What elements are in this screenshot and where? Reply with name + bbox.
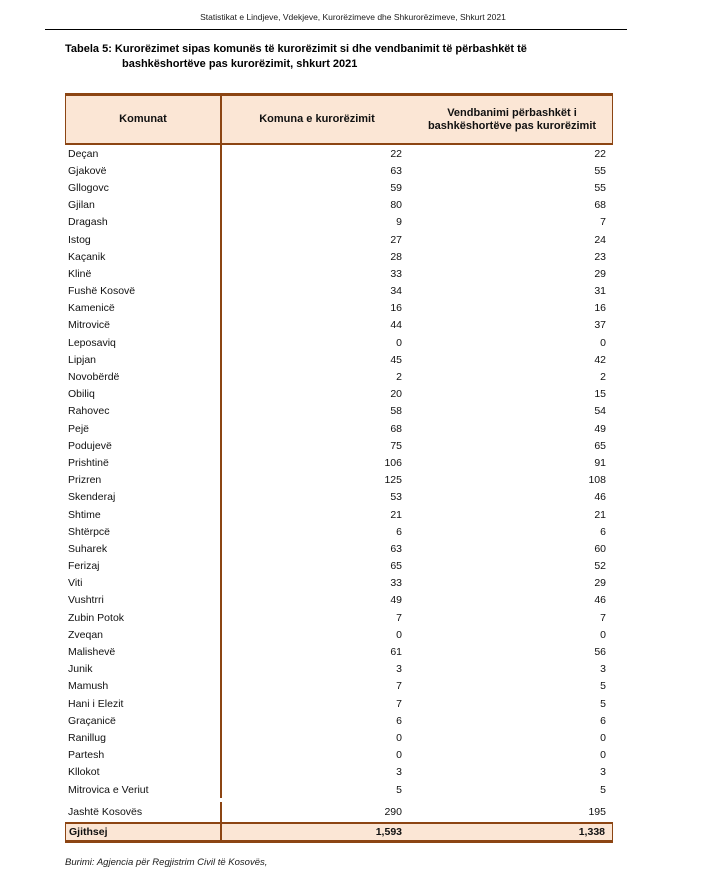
municipality-name: Junik bbox=[65, 661, 222, 678]
marriages-table bbox=[65, 93, 613, 843]
marriages-count: 75 bbox=[390, 439, 402, 452]
municipality-name: Shtërpcë bbox=[65, 523, 222, 540]
table-row bbox=[65, 747, 613, 764]
table-row bbox=[65, 695, 613, 712]
marriages-count: 6 bbox=[396, 525, 402, 538]
municipality-name: Obiliq bbox=[65, 386, 222, 403]
residence-count: 60 bbox=[594, 542, 606, 555]
marriages-count: 7 bbox=[396, 697, 402, 710]
table-row bbox=[65, 214, 613, 231]
table-row bbox=[65, 678, 613, 695]
municipality-name: Viti bbox=[65, 575, 222, 592]
table-row bbox=[65, 643, 613, 660]
marriages-count: 22 bbox=[390, 147, 402, 160]
marriages-count: 34 bbox=[390, 285, 402, 298]
header-rule bbox=[45, 29, 627, 30]
municipality-name: Hani i Elezit bbox=[65, 695, 222, 712]
municipality-name: Partesh bbox=[65, 747, 222, 764]
residence-count: 22 bbox=[594, 147, 606, 160]
municipality-name: Deçan bbox=[65, 145, 222, 162]
residence-count: 5 bbox=[600, 783, 606, 796]
marriages-count: 28 bbox=[390, 250, 402, 263]
marriages-count: 80 bbox=[390, 199, 402, 212]
residence-count: 108 bbox=[588, 474, 606, 487]
marriages-count: 27 bbox=[390, 233, 402, 246]
municipality-name: Mamush bbox=[65, 678, 222, 695]
total-row bbox=[65, 822, 613, 843]
table-row bbox=[65, 506, 613, 523]
table-row bbox=[65, 712, 613, 729]
marriages-count: 2 bbox=[396, 371, 402, 384]
marriages-count: 44 bbox=[390, 319, 402, 332]
municipality-name: Kaçanik bbox=[65, 248, 222, 265]
residence-count: 195 bbox=[588, 806, 606, 819]
marriages-count: 59 bbox=[390, 181, 402, 194]
residence-count: 5 bbox=[600, 680, 606, 693]
marriages-count: 63 bbox=[390, 542, 402, 555]
municipality-name: Suharek bbox=[65, 540, 222, 557]
municipality-name: Pejë bbox=[65, 420, 222, 437]
table-row bbox=[65, 592, 613, 609]
marriages-count: 3 bbox=[396, 663, 402, 676]
residence-count: 3 bbox=[600, 663, 606, 676]
marriages-count: 61 bbox=[390, 646, 402, 659]
total-label: Gjithsej bbox=[66, 824, 222, 840]
residence-count: 21 bbox=[594, 508, 606, 521]
residence-count: 7 bbox=[600, 216, 606, 229]
table-row bbox=[65, 472, 613, 489]
residence-count: 3 bbox=[600, 766, 606, 779]
residence-count: 0 bbox=[600, 731, 606, 744]
table-row bbox=[65, 403, 613, 420]
residence-count: 65 bbox=[594, 439, 606, 452]
table-row bbox=[65, 179, 613, 196]
marriages-count: 63 bbox=[390, 164, 402, 177]
table-row bbox=[65, 248, 613, 265]
table-row bbox=[65, 558, 613, 575]
residence-count: 0 bbox=[600, 336, 606, 349]
residence-count: 68 bbox=[594, 199, 606, 212]
municipality-name: Kamenicë bbox=[65, 300, 222, 317]
total-marriages-count: 1,593 bbox=[375, 826, 402, 839]
residence-count: 52 bbox=[594, 560, 606, 573]
table-row bbox=[65, 197, 613, 214]
marriages-count: 20 bbox=[390, 388, 402, 401]
marriages-count: 3 bbox=[396, 766, 402, 779]
marriages-count: 0 bbox=[396, 731, 402, 744]
municipality-name: Skenderaj bbox=[65, 489, 222, 506]
municipality-name: Ferizaj bbox=[65, 558, 222, 575]
marriages-count: 68 bbox=[390, 422, 402, 435]
table-row bbox=[65, 231, 613, 248]
residence-count: 16 bbox=[594, 302, 606, 315]
municipality-name: Mitrovicë bbox=[65, 317, 222, 334]
marriages-count: 16 bbox=[390, 302, 402, 315]
table-body bbox=[65, 145, 613, 798]
table-row bbox=[65, 162, 613, 179]
column-header-vendbanimi: Vendbanimi përbashkët i bashkëshortëve pas kurorëzimit bbox=[427, 106, 597, 132]
residence-count: 24 bbox=[594, 233, 606, 246]
table-row bbox=[65, 523, 613, 540]
residence-count: 7 bbox=[600, 611, 606, 624]
municipality-name: Zveqan bbox=[65, 626, 222, 643]
municipality-name: Ranillug bbox=[65, 729, 222, 746]
municipality-name: Lipjan bbox=[65, 351, 222, 368]
residence-count: 91 bbox=[594, 456, 606, 469]
residence-count: 46 bbox=[594, 594, 606, 607]
column-header-komuna-kurorezimit: Komuna e kurorëzimit bbox=[259, 113, 375, 125]
residence-count: 37 bbox=[594, 319, 606, 332]
marriages-count: 45 bbox=[390, 353, 402, 366]
marriages-count: 53 bbox=[390, 491, 402, 504]
residence-count: 6 bbox=[600, 525, 606, 538]
residence-count: 49 bbox=[594, 422, 606, 435]
table-row bbox=[65, 661, 613, 678]
municipality-name: Vushtrri bbox=[65, 592, 222, 609]
municipality-name: Podujevë bbox=[65, 437, 222, 454]
residence-count: 31 bbox=[594, 285, 606, 298]
marriages-count: 6 bbox=[396, 714, 402, 727]
marriages-count: 7 bbox=[396, 680, 402, 693]
municipality-name: Leposaviq bbox=[65, 334, 222, 351]
table-header-row bbox=[65, 93, 613, 145]
marriages-count: 33 bbox=[390, 577, 402, 590]
residence-count: 23 bbox=[594, 250, 606, 263]
table-row bbox=[65, 781, 613, 798]
residence-count: 6 bbox=[600, 714, 606, 727]
marriages-count: 0 bbox=[396, 628, 402, 641]
residence-count: 5 bbox=[600, 697, 606, 710]
residence-count: 55 bbox=[594, 164, 606, 177]
source-note: Burimi: Agjencia për Regjistrim Civil të Kosovës, bbox=[65, 857, 268, 868]
table-row bbox=[65, 454, 613, 471]
residence-count: 55 bbox=[594, 181, 606, 194]
municipality-name: Klinë bbox=[65, 265, 222, 282]
total-residence-count: 1,338 bbox=[578, 826, 605, 839]
table-row bbox=[65, 386, 613, 403]
marriages-count: 49 bbox=[390, 594, 402, 607]
municipality-name: Shtime bbox=[65, 506, 222, 523]
table-row bbox=[65, 626, 613, 643]
table-row bbox=[65, 540, 613, 557]
table-row bbox=[65, 437, 613, 454]
marriages-count: 21 bbox=[390, 508, 402, 521]
table-row bbox=[65, 420, 613, 437]
column-header-komunat: Komunat bbox=[66, 96, 222, 143]
residence-count: 54 bbox=[594, 405, 606, 418]
municipality-name: Mitrovica e Veriut bbox=[65, 781, 222, 798]
marriages-count: 125 bbox=[384, 474, 402, 487]
marriages-count: 33 bbox=[390, 267, 402, 280]
municipality-name: Jashtë Kosovës bbox=[65, 802, 222, 822]
table-title-line2: bashkëshortëve pas kurorëzimit, shkurt 2021 bbox=[122, 57, 358, 70]
marriages-count: 0 bbox=[396, 336, 402, 349]
municipality-name: Kllokot bbox=[65, 764, 222, 781]
municipality-name: Istog bbox=[65, 231, 222, 248]
table-row bbox=[65, 764, 613, 781]
residence-count: 46 bbox=[594, 491, 606, 504]
marriages-count: 9 bbox=[396, 216, 402, 229]
municipality-name: Prizren bbox=[65, 472, 222, 489]
table-row bbox=[65, 317, 613, 334]
running-header: Statistikat e Lindjeve, Vdekjeve, Kurorëzimeve dhe Shkurorëzimeve, Shkurt 2021 bbox=[200, 12, 506, 22]
residence-count: 0 bbox=[600, 749, 606, 762]
table-title bbox=[65, 42, 635, 71]
municipality-name: Gllogovc bbox=[65, 179, 222, 196]
residence-count: 0 bbox=[600, 628, 606, 641]
marriages-count: 106 bbox=[384, 456, 402, 469]
table-row bbox=[65, 334, 613, 351]
table-row bbox=[65, 145, 613, 162]
table-row bbox=[65, 300, 613, 317]
municipality-name: Prishtinë bbox=[65, 454, 222, 471]
table-row bbox=[65, 368, 613, 385]
municipality-name: Malishevë bbox=[65, 643, 222, 660]
municipality-name: Rahovec bbox=[65, 403, 222, 420]
municipality-name: Dragash bbox=[65, 214, 222, 231]
table-row bbox=[65, 575, 613, 592]
marriages-count: 58 bbox=[390, 405, 402, 418]
residence-count: 15 bbox=[594, 388, 606, 401]
residence-count: 2 bbox=[600, 371, 606, 384]
table-row bbox=[65, 609, 613, 626]
municipality-name: Zubin Potok bbox=[65, 609, 222, 626]
marriages-count: 5 bbox=[396, 783, 402, 796]
outside-kosovo-row bbox=[65, 798, 613, 822]
municipality-name: Novobërdë bbox=[65, 368, 222, 385]
table-row bbox=[65, 729, 613, 746]
municipality-name: Graçanicë bbox=[65, 712, 222, 729]
table-row bbox=[65, 351, 613, 368]
municipality-name: Gjilan bbox=[65, 197, 222, 214]
municipality-name: Gjakovë bbox=[65, 162, 222, 179]
residence-count: 56 bbox=[594, 646, 606, 659]
residence-count: 29 bbox=[594, 267, 606, 280]
marriages-count: 65 bbox=[390, 560, 402, 573]
table-row bbox=[65, 283, 613, 300]
marriages-count: 0 bbox=[396, 749, 402, 762]
marriages-count: 290 bbox=[384, 806, 402, 819]
table-title-line1: Tabela 5: Kurorëzimet sipas komunës të kurorëzimit si dhe vendbanimit të përbashkët të bbox=[65, 43, 527, 55]
table-row bbox=[65, 489, 613, 506]
residence-count: 42 bbox=[594, 353, 606, 366]
table-row bbox=[65, 265, 613, 282]
municipality-name: Fushë Kosovë bbox=[65, 283, 222, 300]
marriages-count: 7 bbox=[396, 611, 402, 624]
residence-count: 29 bbox=[594, 577, 606, 590]
